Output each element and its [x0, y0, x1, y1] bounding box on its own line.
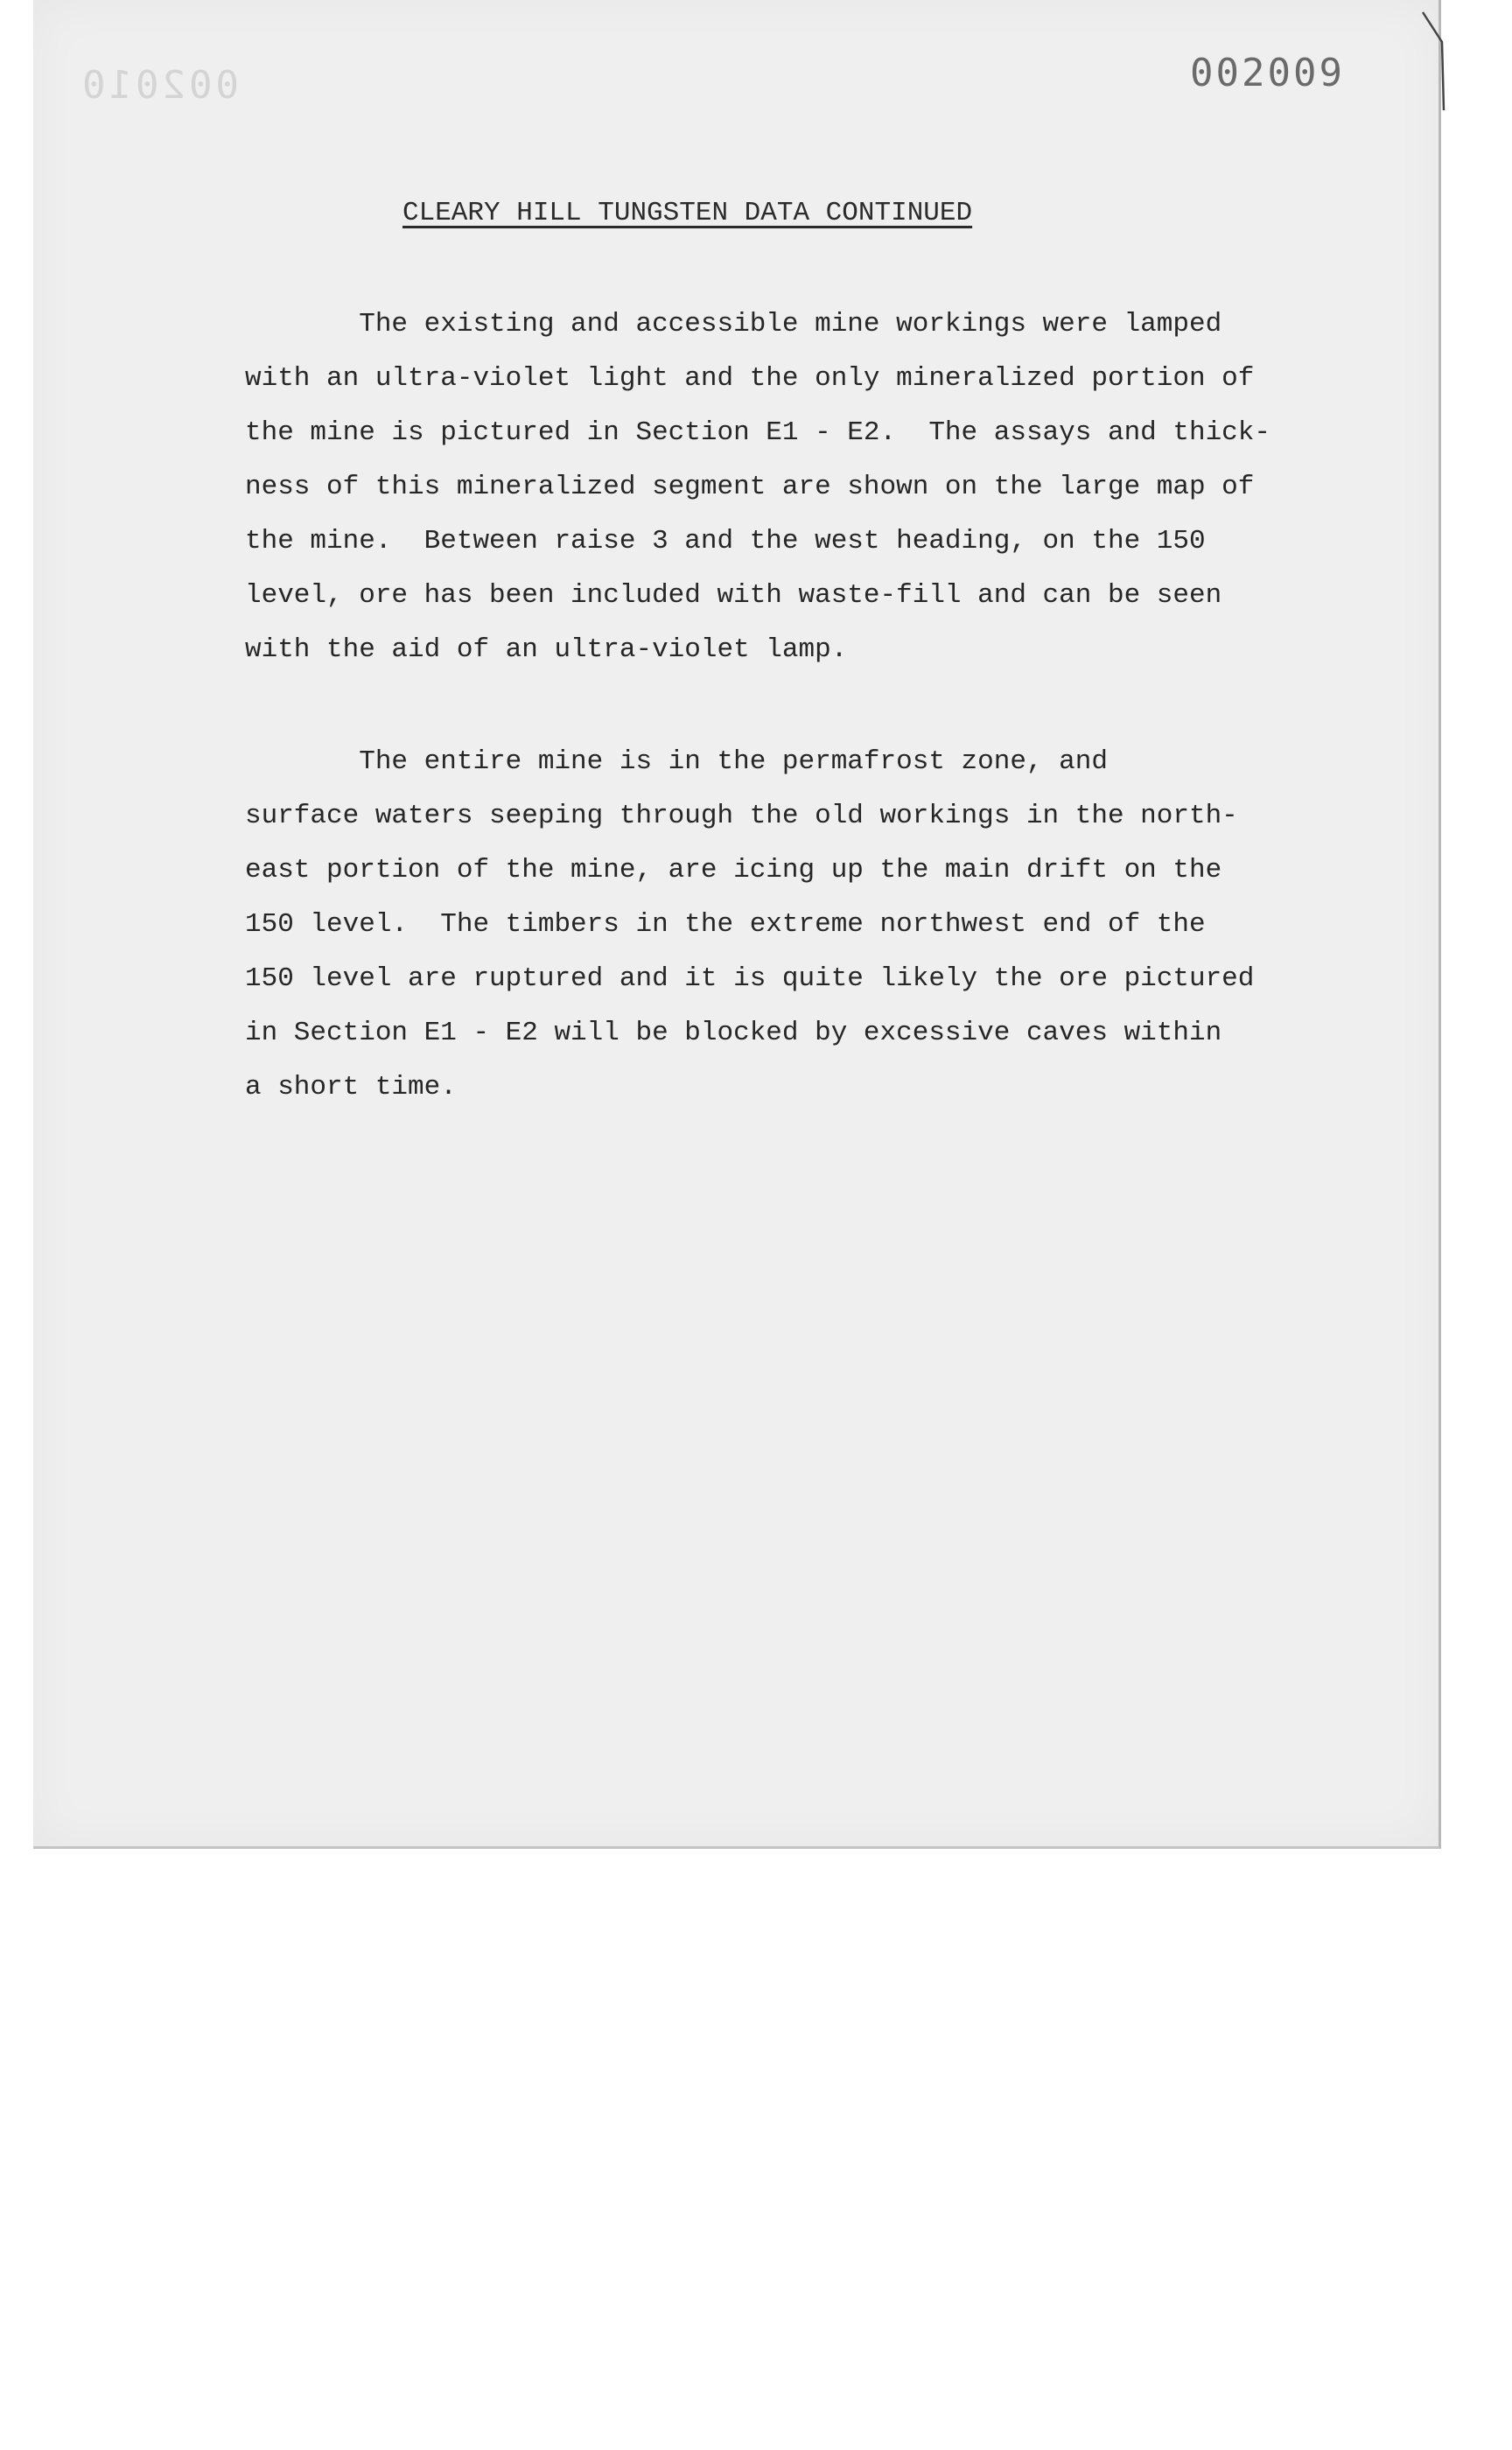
- document-title: CLEARY HILL TUNGSTEN DATA CONTINUED: [402, 198, 973, 228]
- text-line: surface waters seeping through the old workings in the north-: [245, 801, 1238, 831]
- text-line: the mine. Between raise 3 and the west heading, on the 150: [245, 526, 1206, 556]
- text-line: The entire mine is in the permafrost zone, and: [245, 746, 1108, 777]
- text-line: level, ore has been included with waste-fill and can be seen: [245, 580, 1222, 611]
- text-line: 150 level. The timbers in the extreme northwest end of the: [245, 909, 1206, 940]
- paragraph-2: [245, 735, 1365, 1115]
- text-line: a short time.: [245, 1072, 457, 1102]
- corner-fold-mark: [1418, 7, 1470, 112]
- page-number: 002009: [1190, 51, 1345, 95]
- text-line: east portion of the mine, are icing up the main drift on the: [245, 855, 1222, 886]
- bleed-through-number: 002010: [79, 63, 239, 108]
- text-line: ness of this mineralized segment are shown on the large map of: [245, 472, 1255, 502]
- text-line: with an ultra-violet light and the only mineralized portion of: [245, 363, 1255, 394]
- text-line: with the aid of an ultra-violet lamp.: [245, 634, 848, 665]
- text-line: in Section E1 - E2 will be blocked by excessive caves within: [245, 1018, 1222, 1048]
- text-line: The existing and accessible mine workings were lamped: [245, 309, 1222, 340]
- text-line: 150 level are ruptured and it is quite likely the ore pictured: [245, 963, 1255, 994]
- paragraph-1: [245, 298, 1365, 677]
- text-line: the mine is pictured in Section E1 - E2. The assays and thick-: [245, 417, 1270, 448]
